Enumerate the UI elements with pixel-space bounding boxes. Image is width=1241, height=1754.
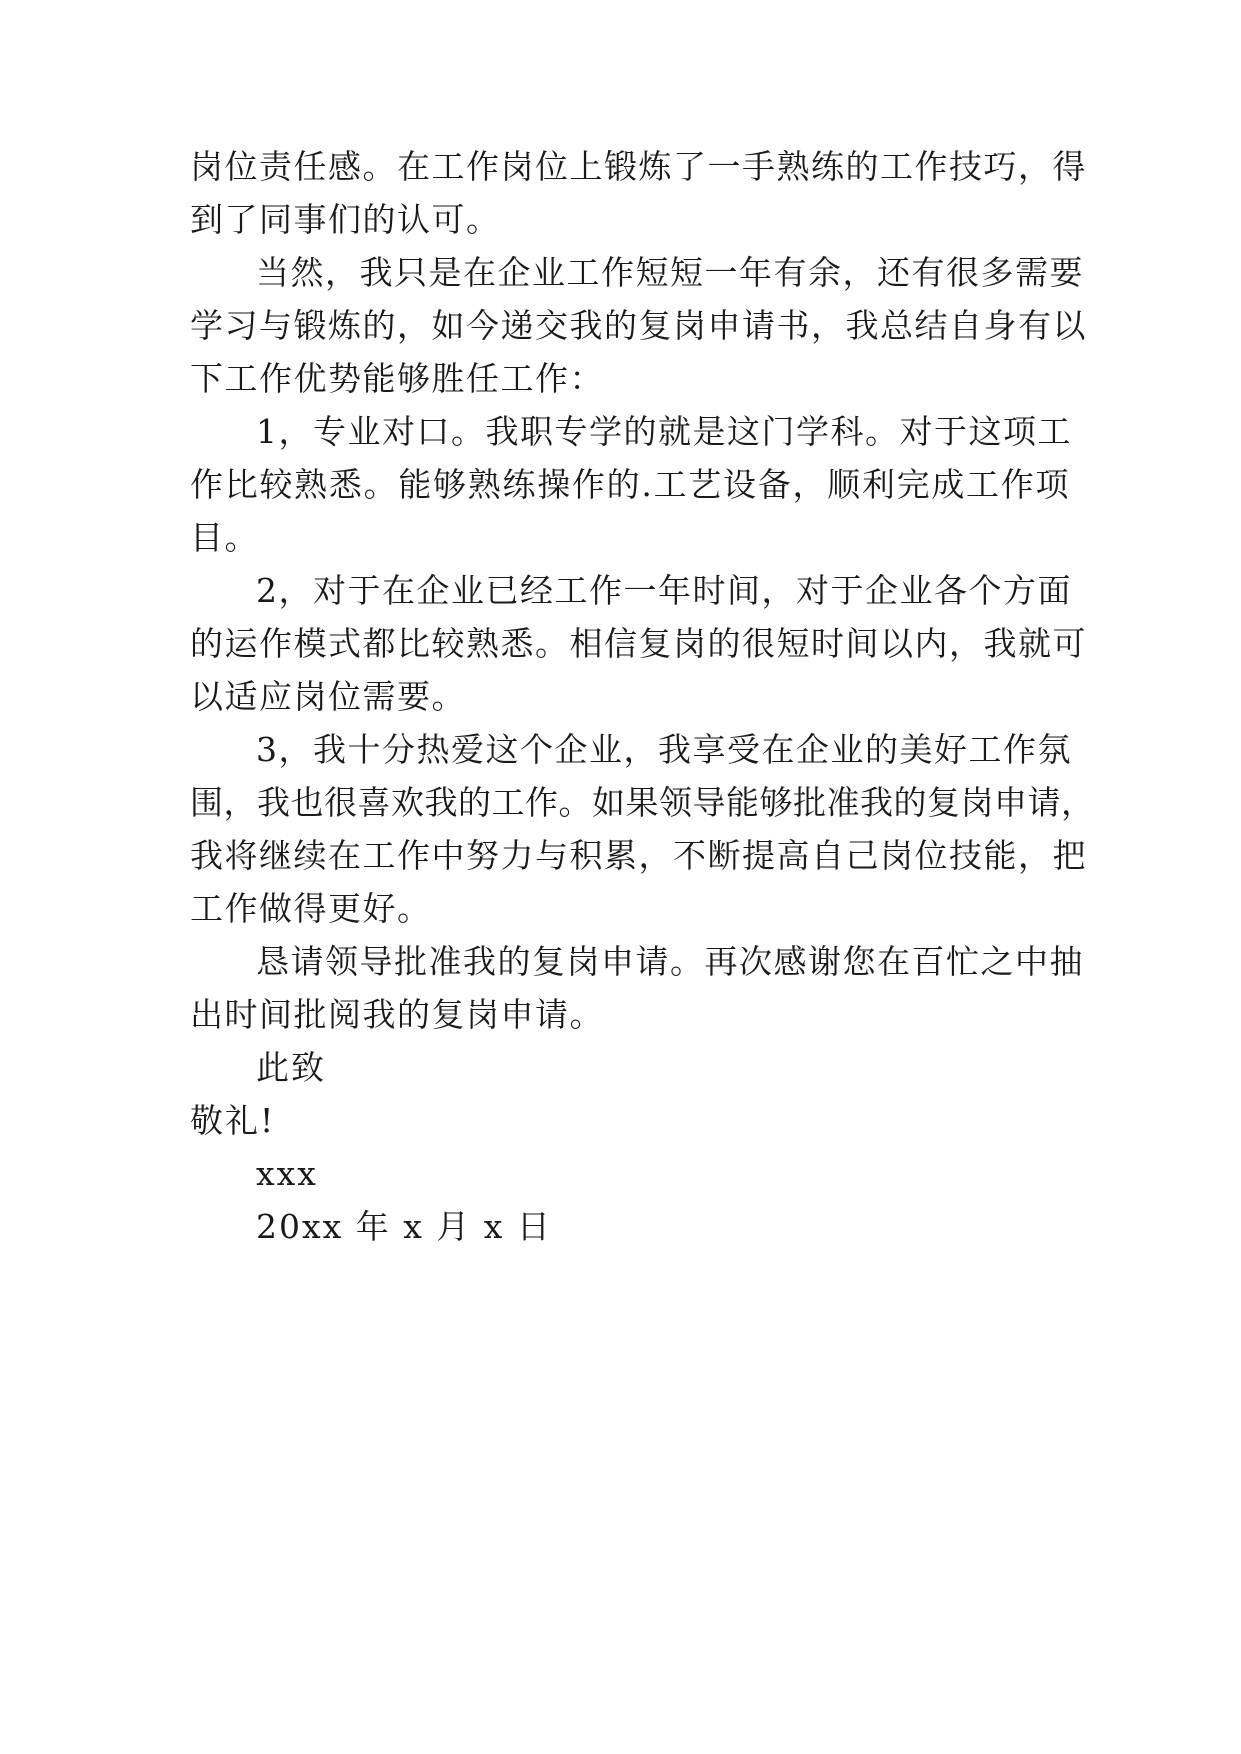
paragraph-line: 到了同事们的认可。 — [190, 200, 501, 239]
paragraph-line: 岗位责任感。在工作岗位上锻炼了一手熟练的工作技巧，得 — [190, 147, 1087, 186]
signature-date: 20xx 年 x 月 x 日 — [256, 1207, 552, 1246]
paragraph-line: 围，我也很喜欢我的工作。如果领导能够批准我的复岗申请， — [190, 783, 1095, 822]
paragraph-line: 的运作模式都比较熟悉。相信复岗的很短时间以内，我就可 — [190, 624, 1087, 663]
paragraph-line: 出时间批阅我的复岗申请。 — [190, 995, 604, 1034]
paragraph-line: 目。 — [190, 518, 259, 557]
paragraph-line: 3，我十分热爱这个企业，我享受在企业的美好工作氛 — [256, 730, 1072, 769]
closing-respect: 敬礼! — [190, 1101, 276, 1140]
paragraph-line: 2，对于在企业已经工作一年时间，对于企业各个方面 — [256, 571, 1072, 610]
paragraph-line: 工作做得更好。 — [190, 889, 432, 928]
paragraph-line: 当然，我只是在企业工作短短一年有余，还有很多需要 — [256, 253, 1084, 292]
paragraph-line: 以适应岗位需要。 — [190, 677, 466, 716]
paragraph-line: 学习与锻炼的，如今递交我的复岗申请书，我总结自身有以 — [190, 306, 1087, 345]
paragraph-line: 恳请领导批准我的复岗申请。再次感谢您在百忙之中抽 — [256, 942, 1084, 981]
closing-salutation: 此致 — [256, 1048, 326, 1087]
paragraph-line: 作比较熟悉。能够熟练操作的.工艺设备，顺利完成工作项 — [190, 465, 1070, 504]
paragraph-line: 下工作优势能够胜任工作： — [190, 359, 604, 398]
paragraph-line: 我将继续在工作中努力与积累，不断提高自己岗位技能，把 — [190, 836, 1087, 875]
signature-name: xxx — [256, 1154, 318, 1193]
paragraph-line: 1，专业对口。我职专学的就是这门学科。对于这项工 — [256, 412, 1072, 451]
